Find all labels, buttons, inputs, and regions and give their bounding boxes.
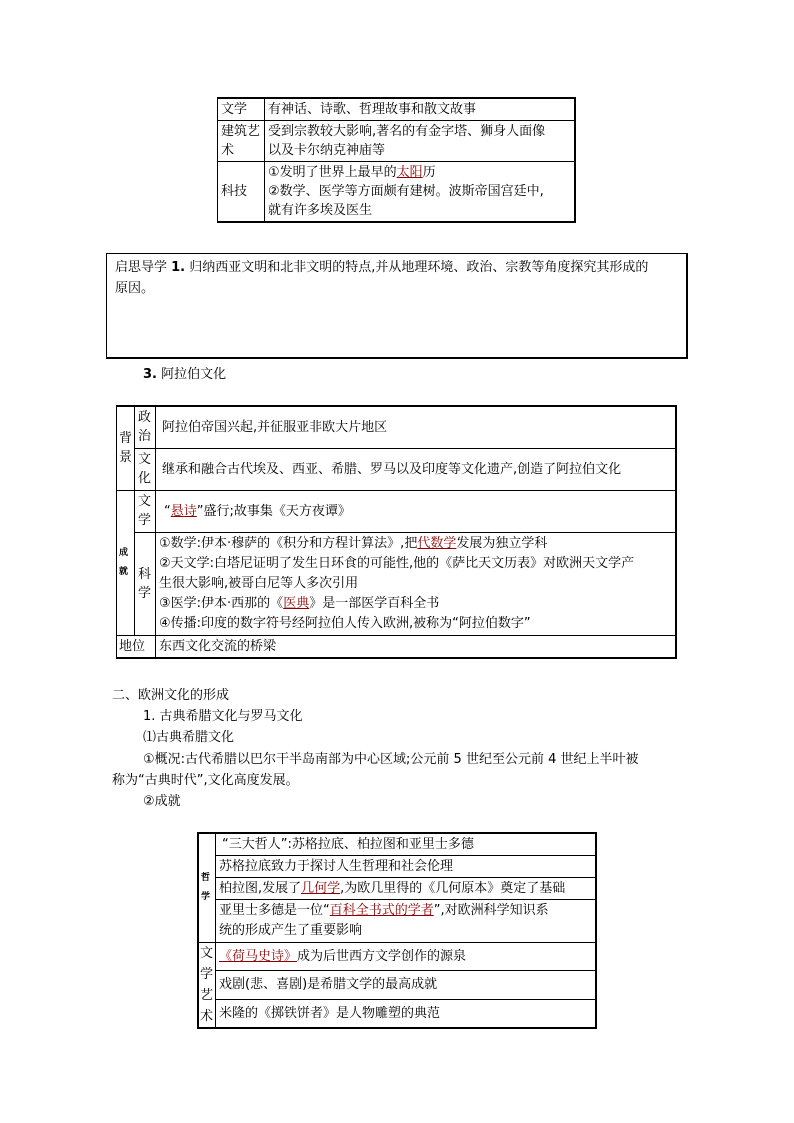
arab-culture-table xyxy=(116,405,677,659)
row-label: 文学艺术 xyxy=(198,943,216,1029)
row-label: 文学 xyxy=(135,490,156,532)
key-term: 悬诗 xyxy=(170,503,197,519)
row-label: 科技 xyxy=(218,162,265,223)
row-content: 继承和融合古代埃及、西亚、希腊、罗马以及印度等文化遗产,创造了阿拉伯文化 xyxy=(156,448,676,490)
paragraph-line: 称为“古典时代”,文化高度发展。 xyxy=(112,773,299,788)
paragraph-line: ①概况:古代希腊以巴尔干半岛南部为中心区域;公元前 5 世纪至公元前 4 世纪上半叶被 xyxy=(143,752,639,767)
row-content: 米隆的《掷铁饼者》是人物雕塑的典范 xyxy=(216,999,597,1028)
table-row xyxy=(218,98,576,121)
paragraph-line: ②成就 xyxy=(143,794,181,809)
text-line: 生很大影响,被哥白尼等人多次引用 xyxy=(159,575,359,591)
text-line: 统的形成产生了重要影响 xyxy=(219,923,363,938)
text-line: ①发明了世界上最早的太阳历 xyxy=(268,165,436,180)
text-line: ①数学:伊本·穆萨的《积分和方程计算法》,把代数学发展为独立学科 xyxy=(159,535,548,551)
sub-heading: ⑴古典希腊文化 xyxy=(143,730,235,745)
table-row xyxy=(198,878,596,900)
row-label: 成就 xyxy=(117,490,135,635)
table-row xyxy=(198,971,596,999)
table-row xyxy=(198,999,596,1028)
row-content: 《荷马史诗》成为后世西方文学创作的源泉 xyxy=(216,943,597,971)
row-content: “悬诗”盛行;故事集《天方夜谭》 xyxy=(156,490,676,532)
text-line: 就有许多埃及医生 xyxy=(268,203,373,218)
row-content xyxy=(216,900,597,943)
text-line: 亚里士多德是一位“百科全书式的学者”,对欧洲科学知识系 xyxy=(219,903,549,918)
text-line: 以及卡尔纳克神庙等 xyxy=(268,143,386,158)
text-line: 受到宗教较大影响,著名的有金字塔、狮身人面像 xyxy=(268,124,546,139)
table-row xyxy=(218,162,576,223)
sub-heading: 1. 古典希腊文化与罗马文化 xyxy=(143,709,303,724)
table-row xyxy=(117,635,677,658)
table-row xyxy=(117,406,677,448)
key-term: 太阳 xyxy=(396,165,423,180)
row-content: 有神话、诗歌、哲理故事和散文故事 xyxy=(265,98,576,121)
table-row xyxy=(218,121,576,162)
table-row xyxy=(198,833,596,856)
egypt-culture-table xyxy=(217,97,576,223)
row-label: 文学 xyxy=(218,98,265,121)
row-label: 政治 xyxy=(135,406,156,448)
row-content: 戏剧(悲、喜剧)是希腊文学的最高成就 xyxy=(216,971,597,999)
row-content: 柏拉图,发展了几何学,为欧几里得的《几何原本》奠定了基础 xyxy=(216,878,597,900)
row-content: “三大哲人”:苏格拉底、柏拉图和亚里士多德 xyxy=(216,833,597,856)
key-term: 几何学 xyxy=(301,881,341,896)
key-term: 代数学 xyxy=(417,535,457,551)
part-heading: 二、欧洲文化的形成 xyxy=(112,688,230,703)
row-content xyxy=(156,532,676,635)
section-title: 3. 阿拉伯文化 xyxy=(143,367,227,382)
row-label: 文化 xyxy=(135,448,156,490)
guide-box xyxy=(106,253,688,359)
table-row xyxy=(198,900,596,943)
row-label: 背景 xyxy=(117,406,135,490)
table-row xyxy=(117,532,677,635)
table-row xyxy=(117,448,677,490)
row-content xyxy=(265,162,576,223)
row-label: 地位 xyxy=(117,635,156,658)
text-line: ②数学、医学等方面颇有建树。波斯帝国宫廷中, xyxy=(268,184,544,199)
row-content: 阿拉伯帝国兴起,并征服亚非欧大片地区 xyxy=(156,406,676,448)
row-content xyxy=(265,121,576,162)
table-row xyxy=(198,856,596,878)
table-row xyxy=(198,943,596,971)
guide-line: 启思导学 1. 归纳西亚文明和北非文明的特点,并从地理环境、政治、宗教等角度探究其形成的 xyxy=(115,260,649,275)
greek-achievements-table xyxy=(197,832,597,1029)
key-term: 《荷马史诗》 xyxy=(219,949,298,965)
row-label: 科学 xyxy=(135,532,156,635)
row-content: 苏格拉底致力于探讨人生哲理和社会伦理 xyxy=(216,856,597,878)
text-line: ②天文学:白塔尼证明了发生日环食的可能性,他的《萨比天文历表》对欧洲天文学产 xyxy=(159,555,635,571)
table-row xyxy=(117,490,677,532)
row-label: 哲学 xyxy=(198,833,216,943)
row-label: 建筑艺术 xyxy=(218,121,265,162)
text-line: ③医学:伊本·西那的《医典》是一部医学百科全书 xyxy=(159,595,440,611)
key-term: 医典 xyxy=(283,595,310,611)
guide-line: 原因。 xyxy=(115,281,155,296)
text-line: ④传播:印度的数字符号经阿拉伯人传入欧洲,被称为“阿拉伯数字” xyxy=(159,615,531,631)
key-term: 百科全书式的学者 xyxy=(329,903,434,918)
row-content: 东西文化交流的桥梁 xyxy=(156,635,676,658)
